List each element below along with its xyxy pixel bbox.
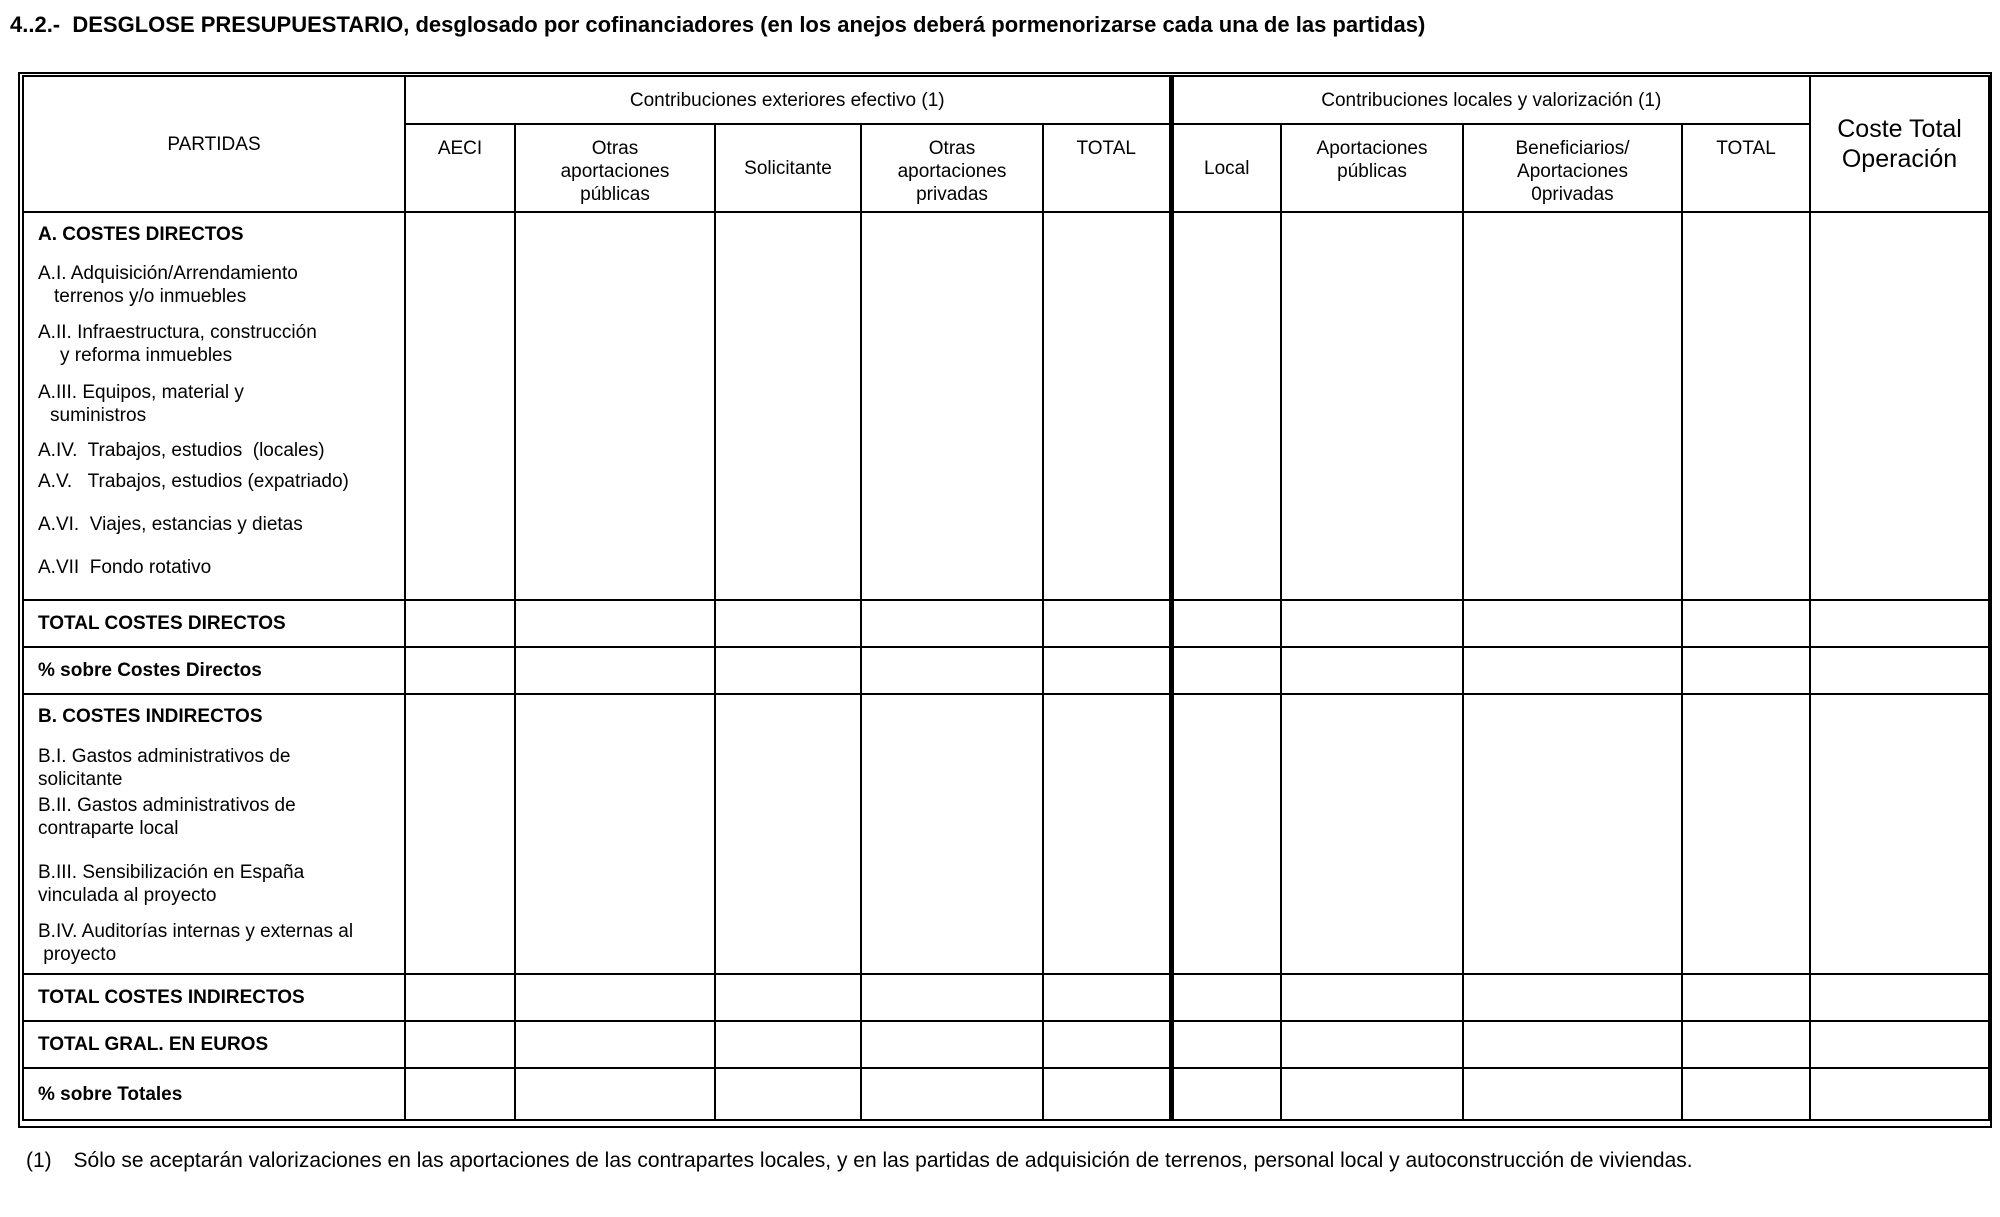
cell-b-aeci[interactable] [405, 694, 515, 974]
header-group-locales-label: Contribuciones locales y valorización (1) [1321, 89, 1662, 111]
header-local [1171, 124, 1281, 212]
header-partidas [23, 76, 405, 212]
label-total-gral-text: TOTAL GRAL. EN EUROS [38, 1034, 269, 1055]
cell-b-aport-publicas[interactable] [1281, 694, 1463, 974]
cell-pt-beneficiarios[interactable] [1463, 1068, 1682, 1120]
row-total-costes-indirectos [23, 974, 1989, 1021]
cell-a-local[interactable] [1171, 212, 1281, 600]
cell-pt-solicitante[interactable] [715, 1068, 861, 1120]
cell-b-otras-publicas[interactable] [515, 694, 715, 974]
item-a-i-l1: A.I. Adquisición/Arrendamiento [38, 263, 298, 284]
cell-tcd-otras-privadas[interactable] [861, 600, 1043, 647]
cell-tg-solicitante[interactable] [715, 1021, 861, 1068]
cell-pcd-local[interactable] [1171, 647, 1281, 694]
item-a-ii-l2: y reforma inmuebles [60, 345, 233, 366]
header-total-exteriores [1043, 124, 1171, 212]
cell-tg-coste-total[interactable] [1810, 1021, 1989, 1068]
item-a-v: A.V. Trabajos, estudios (expatriado) [38, 471, 349, 492]
cell-pt-total-ext[interactable] [1043, 1068, 1171, 1120]
item-b-i-l1: B.I. Gastos administrativos de [38, 746, 291, 767]
cell-tg-otras-publicas[interactable] [515, 1021, 715, 1068]
cell-b-otras-privadas[interactable] [861, 694, 1043, 974]
header-coste-total-line2: Operación [1841, 145, 1958, 173]
header-local-label: Local [1204, 157, 1250, 179]
cell-a-beneficiarios[interactable] [1463, 212, 1682, 600]
cell-tg-otras-privadas[interactable] [861, 1021, 1043, 1068]
header-otras-publicas-l3: públicas [580, 184, 650, 205]
cell-pcd-beneficiarios[interactable] [1463, 647, 1682, 694]
header-group-locales [1171, 76, 1810, 124]
cell-pt-otras-publicas[interactable] [515, 1068, 715, 1120]
section-b-row [23, 694, 1989, 974]
header-aport-publicas-l1: Aportaciones [1316, 138, 1428, 159]
item-b-i [38, 745, 404, 791]
row-pct-totales [23, 1068, 1989, 1120]
cell-b-coste-total[interactable] [1810, 694, 1989, 974]
header-beneficiarios-l3: 0privadas [1531, 184, 1614, 205]
cell-tcd-otras-publicas[interactable] [515, 600, 715, 647]
cell-pt-local[interactable] [1171, 1068, 1281, 1120]
cell-b-solicitante[interactable] [715, 694, 861, 974]
cell-tg-total-loc[interactable] [1682, 1021, 1810, 1068]
section-a-title: A. COSTES DIRECTOS [38, 224, 244, 245]
header-beneficiarios [1463, 124, 1682, 212]
header-aeci [405, 124, 515, 212]
header-solicitante-label: Solicitante [744, 157, 832, 179]
cell-a-aport-publicas[interactable] [1281, 212, 1463, 600]
cell-tcd-local[interactable] [1171, 600, 1281, 647]
item-a-iii [38, 381, 404, 427]
cell-tci-solicitante[interactable] [715, 974, 861, 1021]
cell-a-otras-publicas[interactable] [515, 212, 715, 600]
label-total-costes-indirectos [23, 974, 405, 1021]
cell-pt-otras-privadas[interactable] [861, 1068, 1043, 1120]
header-otras-privadas-l2: aportaciones [897, 161, 1007, 182]
item-a-iv: A.IV. Trabajos, estudios (locales) [38, 440, 325, 461]
header-otras-publicas [515, 124, 715, 212]
header-aeci-label: AECI [437, 138, 483, 159]
cell-pt-total-loc[interactable] [1682, 1068, 1810, 1120]
footnote-mark: (1) [26, 1149, 52, 1172]
item-a-ii-l1: A.II. Infraestructura, construcción [38, 322, 317, 343]
label-total-costes-directos [23, 600, 405, 647]
label-pct-costes-directos [23, 647, 405, 694]
cell-pcd-otras-publicas[interactable] [515, 647, 715, 694]
item-b-iii-l2: vinculada al proyecto [38, 885, 217, 906]
header-total-locales-label: TOTAL [1716, 138, 1776, 159]
header-coste-total-line1: Coste Total [1837, 115, 1962, 143]
header-solicitante [715, 124, 861, 212]
cell-pt-aeci[interactable] [405, 1068, 515, 1120]
cell-tcd-solicitante[interactable] [715, 600, 861, 647]
header-otras-privadas-l3: privadas [916, 184, 988, 205]
label-total-costes-directos-text: TOTAL COSTES DIRECTOS [38, 613, 286, 634]
item-b-ii-l2: contraparte local [38, 818, 179, 839]
label-pct-costes-directos-text: % sobre Costes Directos [38, 660, 262, 681]
cell-tg-aport-publicas[interactable] [1281, 1021, 1463, 1068]
cell-tg-local[interactable] [1171, 1021, 1281, 1068]
cell-pcd-aport-publicas[interactable] [1281, 647, 1463, 694]
cell-a-total-loc[interactable] [1682, 212, 1810, 600]
item-b-iii-l1: B.III. Sensibilización en España [38, 862, 305, 883]
row-total-costes-directos [23, 600, 1989, 647]
document-heading [10, 12, 1425, 38]
header-partidas-label: PARTIDAS [167, 133, 261, 155]
cell-b-total-ext[interactable] [1043, 694, 1171, 974]
header-coste-total [1810, 76, 1989, 212]
cell-tci-aport-publicas[interactable] [1281, 974, 1463, 1021]
budget-table [22, 75, 1990, 1121]
section-b-title: B. COSTES INDIRECTOS [38, 706, 263, 727]
cell-pt-coste-total[interactable] [1810, 1068, 1989, 1120]
header-total-locales [1682, 124, 1810, 212]
cell-tci-total-loc[interactable] [1682, 974, 1810, 1021]
cell-tcd-beneficiarios[interactable] [1463, 600, 1682, 647]
heading-title: DESGLOSE PRESUPUESTARIO, desglosado por cofinanciadores (en los anejos deberá pormenorizarse cada una de las partidas) [72, 12, 1426, 37]
cell-pcd-total-ext[interactable] [1043, 647, 1171, 694]
cell-pcd-solicitante[interactable] [715, 647, 861, 694]
section-a-cell [23, 212, 405, 600]
footnote-text: Sólo se aceptarán valorizaciones en las aportaciones de las contrapartes locales, y en las partidas de adquisición de terrenos, personal local y autoconstrucción de viviendas. [73, 1149, 1693, 1172]
row-total-gral [23, 1021, 1989, 1068]
section-b-cell [23, 694, 405, 974]
cell-pcd-aeci[interactable] [405, 647, 515, 694]
header-otras-publicas-l2: aportaciones [560, 161, 670, 182]
header-group-exteriores [405, 76, 1171, 124]
heading-number: 4..2.- [10, 12, 61, 37]
item-b-ii-l1: B.II. Gastos administrativos de [38, 795, 296, 816]
label-total-costes-indirectos-text: TOTAL COSTES INDIRECTOS [38, 987, 305, 1008]
label-total-gral [23, 1021, 405, 1068]
item-a-vi: A.VI. Viajes, estancias y dietas [38, 514, 303, 535]
item-a-iii-l1: A.III. Equipos, material y [38, 382, 244, 403]
cell-a-total-ext[interactable] [1043, 212, 1171, 600]
section-a-row [23, 212, 1989, 600]
cell-a-aeci[interactable] [405, 212, 515, 600]
cell-tg-aeci[interactable] [405, 1021, 515, 1068]
cell-tcd-aport-publicas[interactable] [1281, 600, 1463, 647]
cell-pt-aport-publicas[interactable] [1281, 1068, 1463, 1120]
header-otras-publicas-l1: Otras [591, 138, 639, 159]
cell-pcd-otras-privadas[interactable] [861, 647, 1043, 694]
footnote [26, 1149, 1693, 1173]
cell-tg-beneficiarios[interactable] [1463, 1021, 1682, 1068]
header-aport-publicas-l2: públicas [1337, 161, 1407, 182]
header-aport-publicas [1281, 124, 1463, 212]
item-b-iv-l2: proyecto [38, 944, 117, 965]
cell-tci-coste-total[interactable] [1810, 974, 1989, 1021]
cell-a-coste-total[interactable] [1810, 212, 1989, 600]
cell-b-local[interactable] [1171, 694, 1281, 974]
header-beneficiarios-l1: Beneficiarios/ [1515, 138, 1630, 159]
cell-b-total-loc[interactable] [1682, 694, 1810, 974]
cell-tg-total-ext[interactable] [1043, 1021, 1171, 1068]
item-b-ii [38, 794, 404, 840]
item-b-iv-l1: B.IV. Auditorías internas y externas al [38, 921, 354, 942]
cell-b-beneficiarios[interactable] [1463, 694, 1682, 974]
cell-tcd-total-ext[interactable] [1043, 600, 1171, 647]
cell-tci-otras-privadas[interactable] [861, 974, 1043, 1021]
cell-tcd-total-loc[interactable] [1682, 600, 1810, 647]
cell-tcd-aeci[interactable] [405, 600, 515, 647]
cell-pcd-coste-total[interactable] [1810, 647, 1989, 694]
cell-pcd-total-loc[interactable] [1682, 647, 1810, 694]
label-pct-totales-text: % sobre Totales [38, 1083, 183, 1105]
cell-tci-local[interactable] [1171, 974, 1281, 1021]
label-pct-totales [23, 1068, 405, 1120]
header-group-exteriores-label: Contribuciones exteriores efectivo (1) [629, 89, 945, 111]
header-total-exteriores-label: TOTAL [1076, 138, 1136, 159]
item-a-i [38, 262, 404, 308]
item-a-iii-l2: suministros [50, 405, 147, 426]
cell-a-solicitante[interactable] [715, 212, 861, 600]
item-a-ii [38, 321, 404, 367]
row-pct-costes-directos [23, 647, 1989, 694]
cell-tci-beneficiarios[interactable] [1463, 974, 1682, 1021]
item-b-iv [38, 920, 404, 966]
cell-tci-aeci[interactable] [405, 974, 515, 1021]
cell-tci-otras-publicas[interactable] [515, 974, 715, 1021]
item-a-vii: A.VII Fondo rotativo [38, 557, 212, 578]
cell-tcd-coste-total[interactable] [1810, 600, 1989, 647]
header-otras-privadas-l1: Otras [928, 138, 976, 159]
cell-a-otras-privadas[interactable] [861, 212, 1043, 600]
cell-tci-total-ext[interactable] [1043, 974, 1171, 1021]
item-b-iii [38, 861, 404, 907]
item-a-i-l2: terrenos y/o inmuebles [54, 286, 247, 307]
item-b-i-l2: solicitante [38, 769, 123, 790]
header-beneficiarios-l2: Aportaciones [1517, 161, 1628, 182]
header-otras-privadas [861, 124, 1043, 212]
